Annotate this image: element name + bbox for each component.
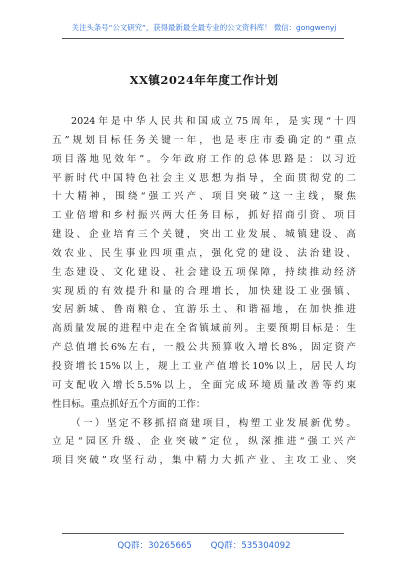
document-title: XX镇2024年年度工作计划 [129, 73, 279, 87]
qq-group-2: QQ群：535304092 [210, 541, 291, 551]
body-line: 五”规划目标任务关键一年，也是枣庄市委确定的“重点 [52, 134, 356, 146]
body-line: 十大精神，围绕“强工兴产、项目突破”这一主线，聚焦 [52, 191, 356, 203]
body-line: 工业倍增和乡村振兴两大任务目标，抓好招商引资、项目 [52, 210, 356, 222]
body-line: 生态建设、文化建设、社会建设五项保障，持续推动经济 [52, 266, 356, 278]
body-line: 效农业、民生事业四项重点，强化党的建设、法治建设、 [52, 247, 356, 259]
body-line: 项目落地见效年”。今年政府工作的总体思路是：以习近 [52, 153, 356, 165]
footer-contacts [0, 539, 408, 551]
body-line: 实现质的有效提升和量的合理增长，加快建设工业强镇、 [52, 285, 356, 297]
body-line: 可支配收入增长5.5%以上，全面完成环境质量改善等约束 [52, 379, 356, 391]
body-line: 安居新城、鲁南粮仓、宜游乐土、和谐福地，在加快推进 [52, 304, 356, 316]
body-line: 产总值增长6%左右，一般公共预算收入增长8%，固定资产 [52, 342, 356, 354]
body-line: 高质量发展的进程中走在全省镇域前列。主要预期目标是：生 [52, 323, 356, 335]
body-line: 项目突破”攻坚行动，集中精力大抓产业、主攻工业、突 [52, 455, 356, 467]
body-line: 2024年是中华人民共和国成立75周年，是实现“十四 [71, 116, 356, 127]
body-line: 投资增长15%以上，规上工业产值增长10%以上，居民人均 [52, 360, 356, 372]
footer-divider [62, 533, 344, 534]
header-banner: 关注头条号“公文研究”，获得最新最全最专业的公文资料库！ 微信：gongwenyj [71, 23, 337, 32]
header-divider [62, 38, 344, 39]
body-line: 平新时代中国特色社会主义思想为指导，全面贯彻党的二 [52, 172, 356, 184]
section-heading: （一）坚定不移抓招商建项目，构塑工业发展新优势。 [71, 417, 356, 429]
body-line: 建设、企业培育三个关键，突出工业发展、城镇建设、高 [52, 229, 356, 241]
body-line: 性目标。重点抓好五个方面的工作： [52, 398, 206, 410]
document-body [52, 113, 356, 471]
body-line: 立足“园区升级、企业突破”定位，纵深推进“强工兴产 [52, 436, 356, 448]
qq-group-1: QQ群：30265665 [117, 541, 192, 551]
